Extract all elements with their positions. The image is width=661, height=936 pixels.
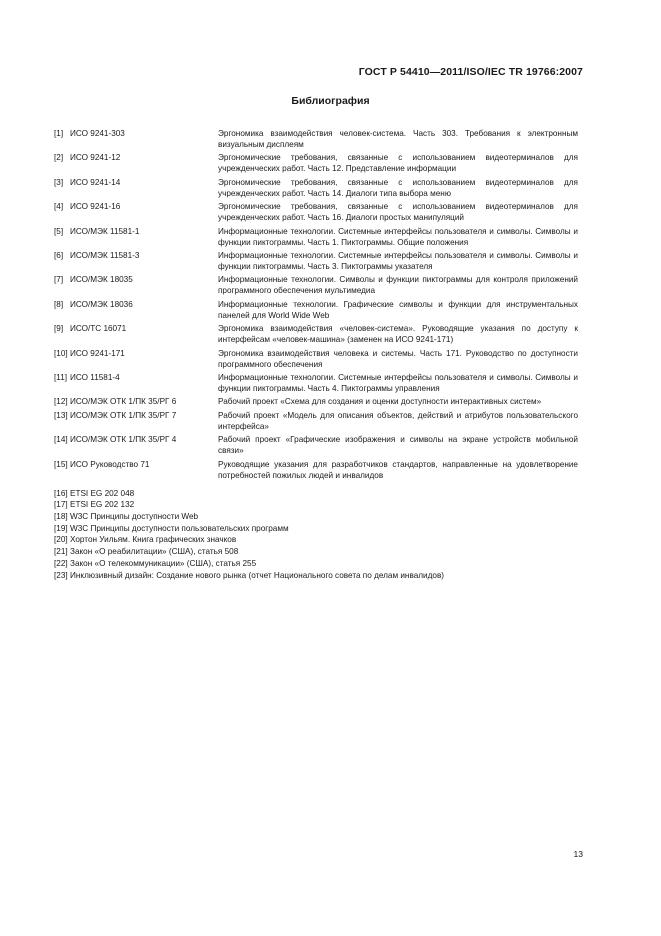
entry-text: Закон «О реабилитации» (США), статья 508 — [70, 547, 239, 557]
bibliography-entry-short — [54, 512, 578, 523]
bibliography-entry — [54, 460, 578, 482]
entry-standard-code: ИСО/МЭК 18035 — [70, 275, 133, 285]
entry-number: [12] — [54, 397, 68, 407]
bibliography-heading: Библиография — [291, 95, 370, 107]
entry-number: [1] — [54, 129, 64, 138]
entry-text: Инклюзивный дизайн: Создание нового рынка (отчет Национального совета по делам инвалидов) — [70, 570, 445, 580]
page-number: 13 — [573, 849, 583, 859]
entry-number: [8] — [54, 299, 64, 309]
bibliography-entry-short — [54, 524, 578, 535]
entry-title: Эргономика взаимодействия человек-система. Часть 303. Требования к электронным визуальным дисплеям — [218, 129, 578, 149]
bibliography-list — [54, 129, 578, 582]
bibliography-entry-short — [54, 547, 578, 558]
entry-standard-code: ИСО Руководство 71 — [70, 459, 150, 469]
entry-title: Информационные технологии. Символы и функции пиктограммы для контроля приложений программного обеспечения мультимедиа — [218, 275, 578, 296]
entry-number: [23] — [54, 570, 68, 580]
entry-title: Рабочий проект «Модель для описания объектов, действий и атрибутов пользовательского интерфейса» — [218, 410, 578, 431]
entry-standard-code: ИСО 9241-16 — [70, 202, 121, 212]
entry-standard-code: ИСО/МЭК ОТК 1/ПК 35/РГ 4 — [70, 435, 177, 445]
entry-text: Закон «О телекоммуникации» (США), статья 255 — [70, 558, 257, 568]
entry-text: W3C Принципы доступности пользовательских программ — [70, 523, 289, 533]
bibliography-entry-short — [54, 571, 578, 582]
entry-title: Информационные технологии. Системные интерфейсы пользователя и символы. Символы и функции пиктограммы. Часть 4. Пиктограммы управления — [218, 373, 578, 393]
entry-number: [10] — [54, 348, 68, 358]
entry-number: [15] — [54, 459, 68, 469]
entry-number: [7] — [54, 275, 64, 285]
bibliography-entry-short — [54, 500, 578, 511]
entry-title: Руководящие указания для разработчиков стандартов, направленные на удовлетворение потребностей пожилых людей и инвалидов — [218, 459, 578, 480]
entry-standard-code: ИСО 9241-303 — [70, 129, 125, 138]
entry-title: Эргономические требования, связанные с использованием видеотерминалов для учрежденческих работ. Часть 14. Диалоги типа выбора меню — [218, 177, 578, 198]
entry-number: [9] — [54, 324, 64, 334]
bibliography-entry-short — [54, 535, 578, 546]
entry-standard-code: ИСО/ТС 16071 — [70, 324, 127, 334]
entry-number: [14] — [54, 435, 68, 445]
entry-standard-code: ИСО/МЭК 11581-3 — [70, 251, 140, 261]
entry-standard-code: ИСО 9241-171 — [70, 348, 125, 358]
entry-standard-code: ИСО 9241-12 — [70, 153, 121, 163]
entry-title: Информационные технологии. Графические символы и функции для инструментальных панелей для World Wide Web — [218, 299, 578, 320]
bibliography-entry — [54, 397, 578, 408]
bibliography-entry — [54, 153, 578, 175]
bibliography-entry — [54, 178, 578, 200]
bibliography-entry-short — [54, 559, 578, 570]
entry-text: ETSI EG 202 048 — [70, 488, 135, 498]
bibliography-entry — [54, 324, 578, 346]
bibliography-entry — [54, 275, 578, 297]
entry-title: Эргономические требования, связанные с использованием видеотерминалов для учрежденческих работ. Часть 16. Диалоги простых манипуляций — [218, 202, 578, 223]
entry-number: [5] — [54, 226, 64, 236]
bibliography-entry — [54, 411, 578, 433]
entry-standard-code: ИСО/МЭК 11581-1 — [70, 226, 140, 236]
entry-number: [3] — [54, 177, 64, 187]
entry-title: Рабочий проект «Схема для создания и оценки доступности интерактивных систем» — [218, 397, 542, 407]
bibliography-entry — [54, 373, 578, 395]
document-standard-code: ГОСТ Р 54410—2011/ISO/IEC TR 19766:2007 — [358, 66, 583, 78]
entry-text: ETSI EG 202 132 — [70, 500, 135, 510]
entry-number: [21] — [54, 547, 68, 557]
bibliography-entry — [54, 435, 578, 457]
bibliography-entry — [54, 300, 578, 322]
entry-standard-code: ИСО/МЭК ОТК 1/ПК 35/РГ 7 — [70, 410, 177, 420]
entry-number: [16] — [54, 488, 68, 498]
entry-number: [2] — [54, 153, 64, 163]
entry-number: [13] — [54, 410, 68, 420]
entry-text: Хортон Уильям. Книга графических значков — [70, 535, 237, 545]
entry-standard-code: ИСО/МЭК ОТК 1/ПК 35/РГ 6 — [70, 397, 177, 407]
entry-standard-code: ИСО 11581-4 — [70, 373, 120, 383]
entry-title: Эргономические требования, связанные с использованием видеотерминалов для учрежденческих работ. Часть 12. Представление информации — [218, 153, 578, 174]
entry-number: [22] — [54, 558, 68, 568]
entry-standard-code: ИСО/МЭК 18036 — [70, 299, 133, 309]
entry-title: Информационные технологии. Системные интерфейсы пользователя и символы. Символы и функции пиктограммы. Часть 3. Пиктограммы указателя — [218, 251, 578, 271]
bibliography-entry — [54, 349, 578, 371]
entry-title: Эргономика взаимодействия «человек-система». Руководящие указания по доступу к интерфейсам «человек-машина» (заменен на ИСО 9241-171) — [218, 324, 578, 345]
entry-text: W3C Принципы доступности Web — [70, 512, 199, 521]
entry-title: Информационные технологии. Системные интерфейсы пользователя и символы. Символы и функции пиктограммы. Часть 1. Пиктограммы. Общие положения — [218, 226, 578, 247]
entry-standard-code: ИСО 9241-14 — [70, 177, 121, 187]
bibliography-entry — [54, 129, 578, 151]
entry-number: [11] — [54, 373, 68, 383]
entry-number: [20] — [54, 535, 68, 545]
entry-number: [4] — [54, 202, 64, 212]
bibliography-entry — [54, 202, 578, 224]
bibliography-entry — [54, 251, 578, 273]
entry-number: [17] — [54, 500, 68, 510]
entry-number: [18] — [54, 512, 68, 521]
entry-title: Эргономика взаимодействия человека и системы. Часть 171. Руководство по доступности программного обеспечения — [218, 348, 578, 369]
entry-title: Рабочий проект «Графические изображения и символы на экране устройств мобильной связи» — [218, 435, 578, 456]
entry-number: [19] — [54, 523, 68, 533]
entry-number: [6] — [54, 251, 64, 261]
bibliography-entry — [54, 227, 578, 249]
bibliography-entry-short — [54, 489, 578, 500]
